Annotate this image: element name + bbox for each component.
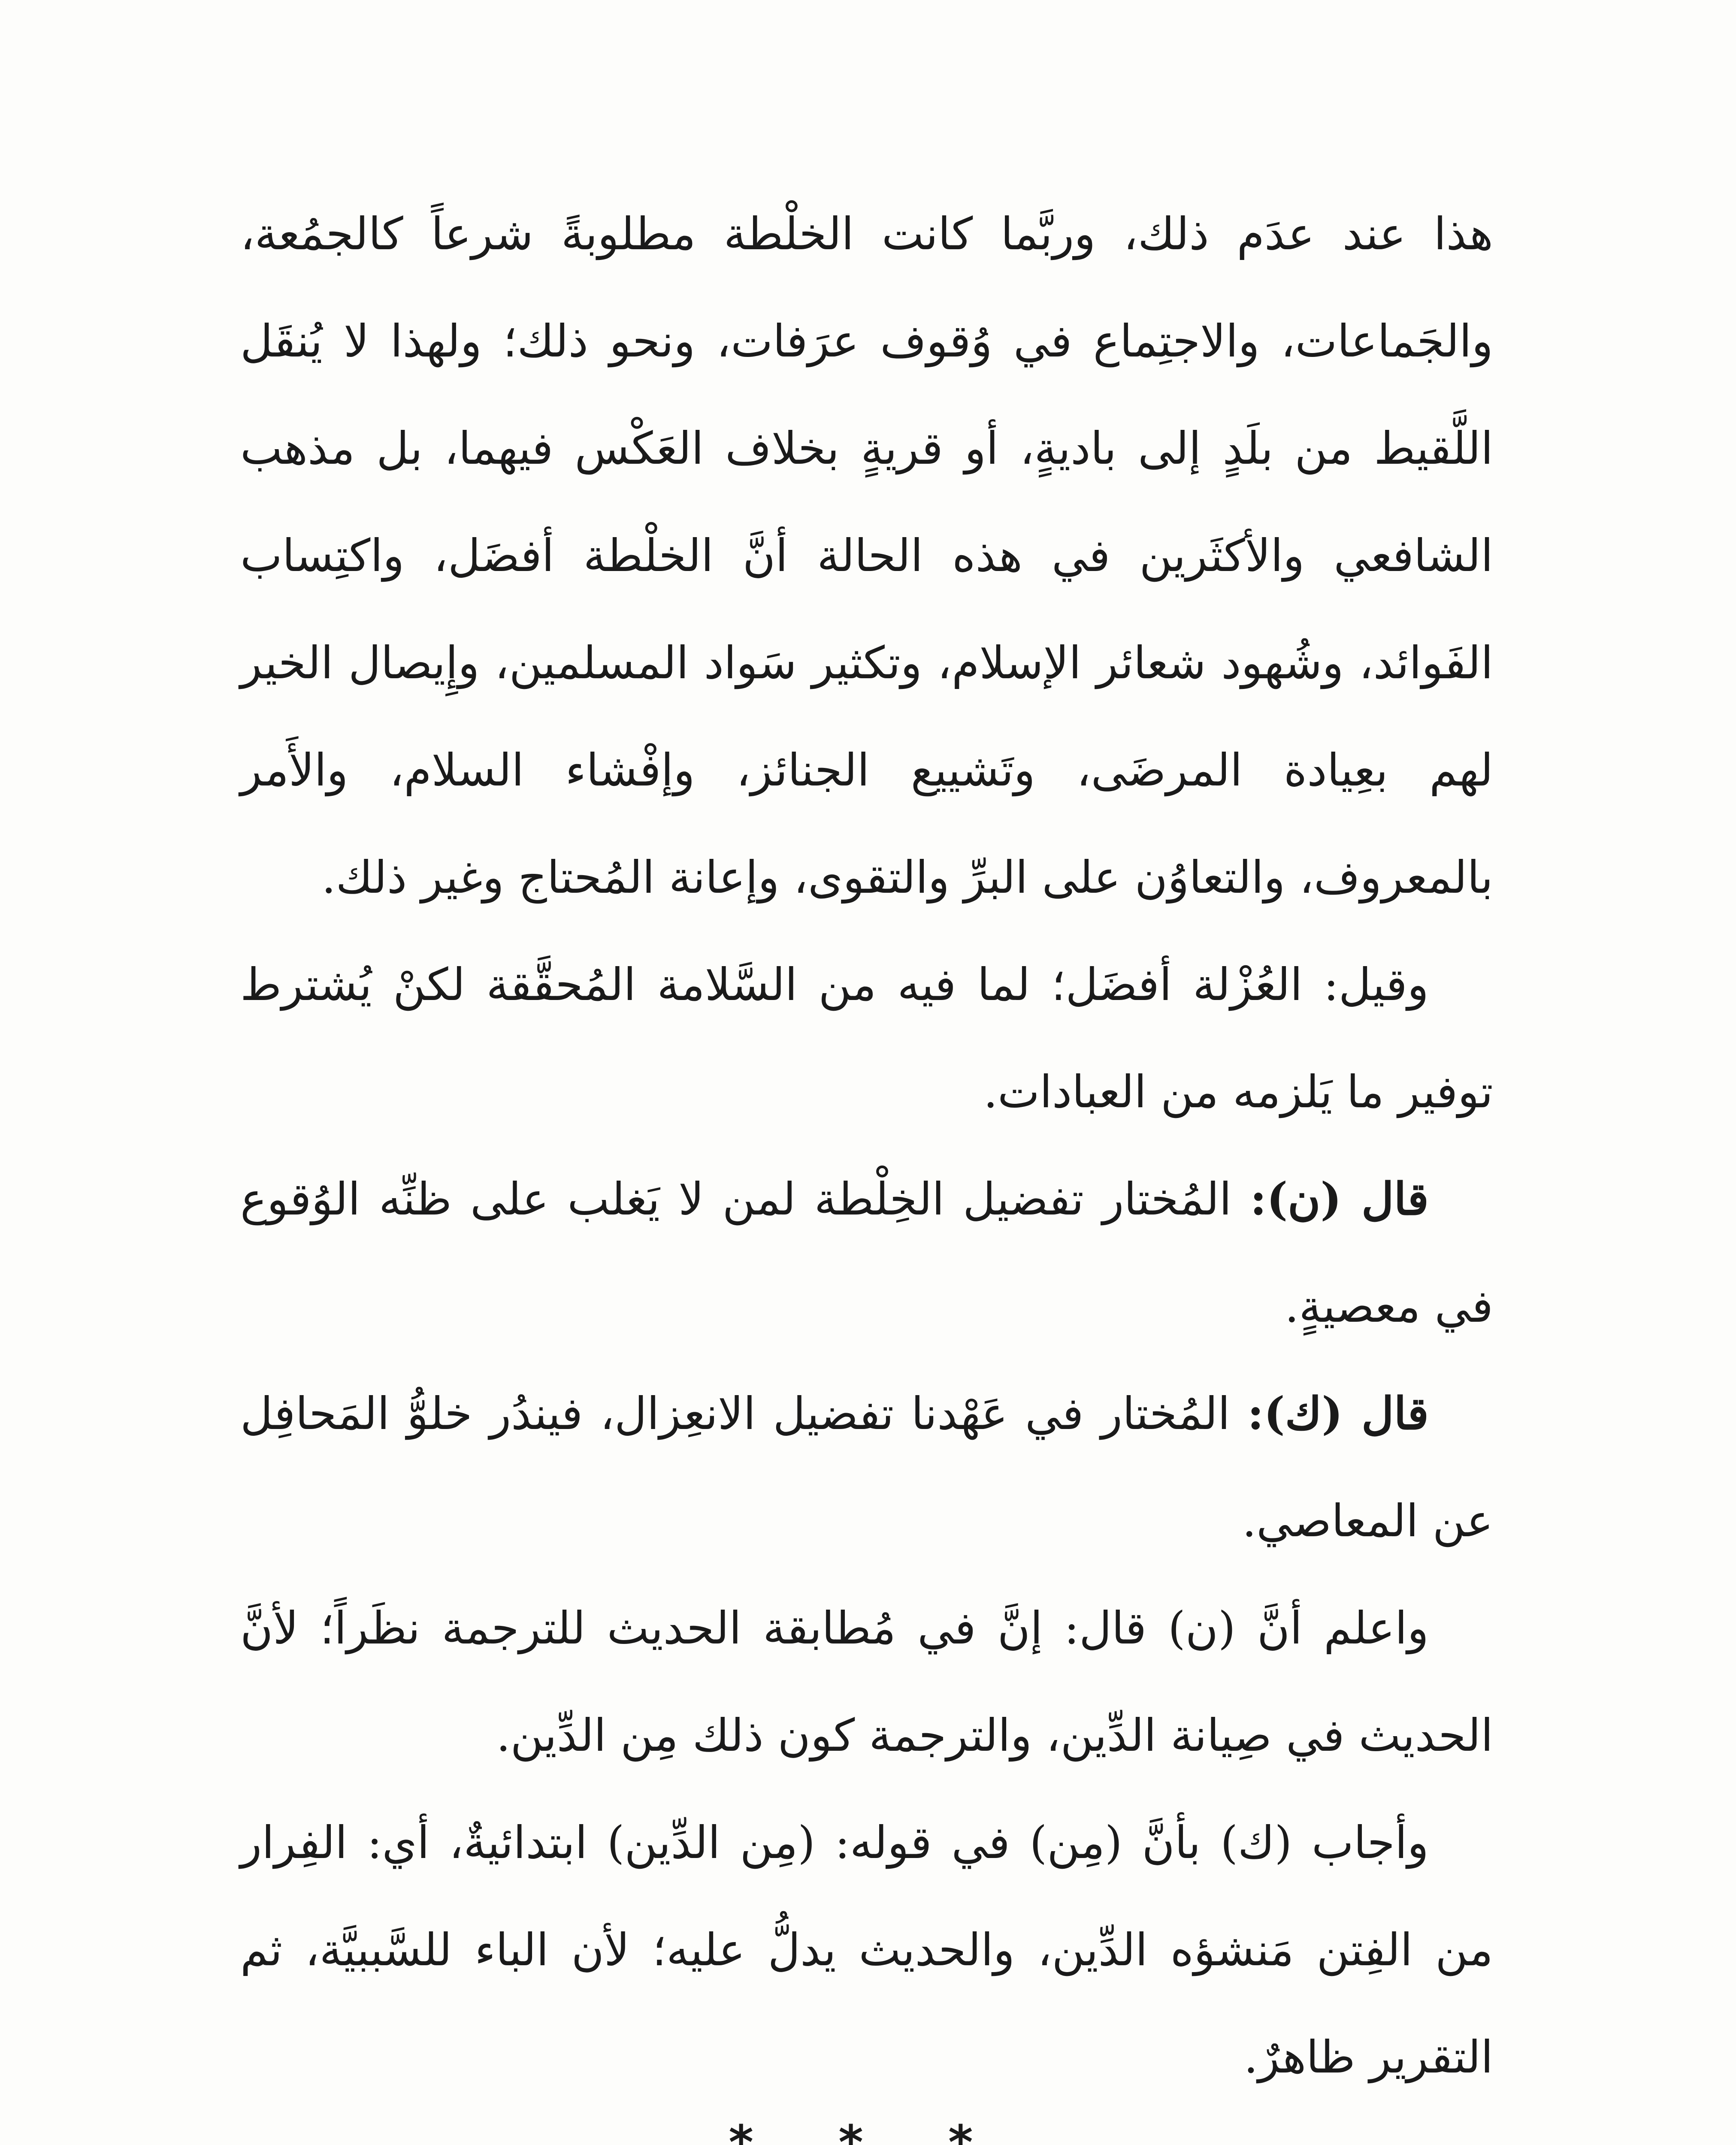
paragraph-5-text: واعلم أنَّ (ن) قال: إنَّ في مُطابقة الحديث للترجمة نظَراً؛ لأنَّ الحديث في صِيانة الدِّين، والترجمة كون ذلك مِن الدِّين. [240, 1602, 1493, 1761]
paragraph-1-text: هذا عند عدَم ذلك، وربَّما كانت الخلْطة مطلوبةً شرعاً كالجمُعة، والجَماعات، والاجتِماع في وُقوف عرَفات، ونحو ذلك؛ ولهذا لا يُنقَل اللَّقيط من بلَدٍ إلى باديةٍ، أو قريةٍ بخلاف العَكْس فيهما، بل مذهب الشافعي والأكثَرين في هذه الحالة أنَّ الخلْطة أفضَل، واكتِساب الفَوائد، وشُهود شعائر الإسلام، وتكثير سَواد المسلمين، وإِيصال الخير لهم بعِيادة المرضَى، وتَشييع الجنائز، وإفْشاء السلام، والأَمر بالمعروف، والتعاوُن على البرِّ والتقوى، وإعانة المُحتاج وغير ذلك. [240, 208, 1493, 903]
paragraph-2-text: وقيل: العُزْلة أفضَل؛ لما فيه من السَّلامة المُحقَّقة لكنْ يُشترط توفير ما يَلزمه من العبادات. [240, 958, 1493, 1118]
body-text [240, 180, 1493, 2111]
section-divider: * * * [729, 2115, 1007, 2145]
paragraph-5 [240, 1574, 1493, 1789]
paragraph-4-text: المُختار في عَهْدنا تفضيل الانعِزال، فيندُر خلوُّ المَحافِل عن المعاصي. [240, 1387, 1493, 1547]
paragraph-6 [240, 1789, 1493, 2111]
paragraph-3-text: المُختار تفضيل الخِلْطة لمن لا يَغلب على ظنِّه الوُقوع في معصيةٍ. [240, 1173, 1493, 1332]
paragraph-2 [240, 931, 1493, 1145]
paragraph-1 [240, 180, 1493, 931]
paragraph-6-text: وأجاب (ك) بأنَّ (مِن) في قوله: (مِن الدِّين) ابتدائيةٌ، أي: الفِرار من الفِتن مَنشؤه الدِّين، والحديث يدلُّ عليه؛ لأن الباء للسَّببيَّة، ثم التقرير ظاهرٌ. [240, 1816, 1493, 2083]
paragraph-3-speaker: قال (ن): [1250, 1172, 1429, 1225]
paragraph-4 [240, 1360, 1493, 1574]
paragraph-4-speaker: قال (ك): [1247, 1387, 1429, 1440]
paragraph-3 [240, 1145, 1493, 1360]
